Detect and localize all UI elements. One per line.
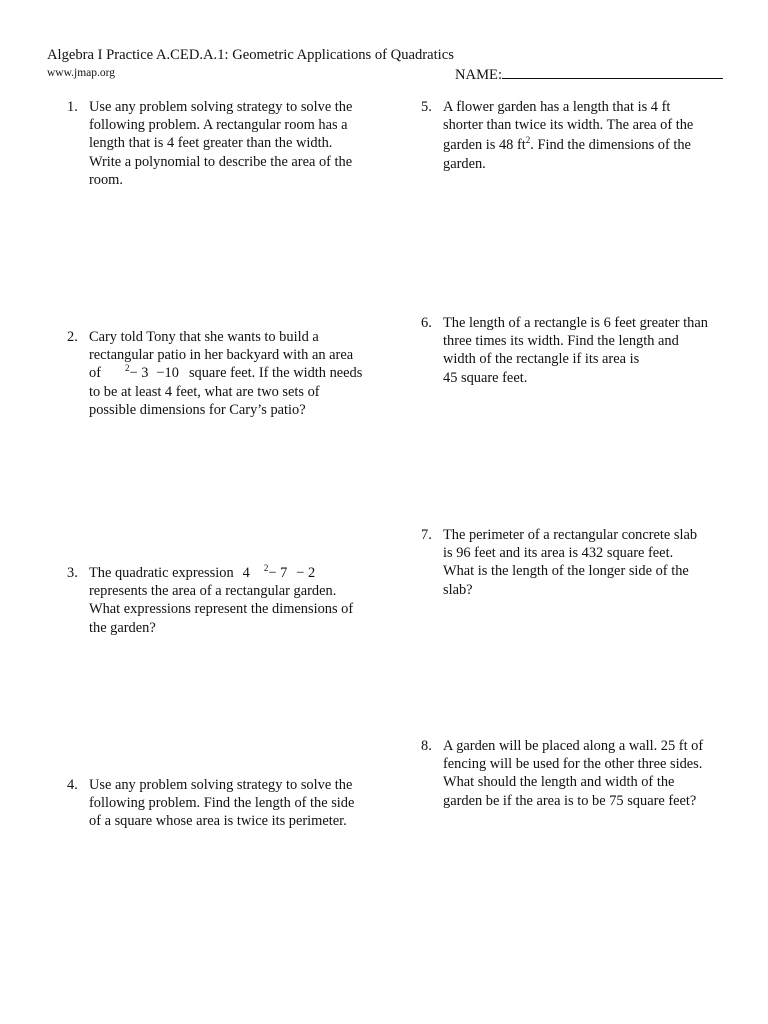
problem-line: following problem. Find the length of the side (89, 795, 355, 812)
problem-line: fencing will be used for the other three sides. (443, 756, 703, 773)
expression-term: − 3 (129, 365, 149, 382)
problem-number: 6. (421, 315, 432, 331)
problem-line: What should the length and width of the (443, 774, 675, 791)
problem-line: The perimeter of a rectangular concrete slab (443, 527, 698, 543)
problem-line: room. (89, 171, 123, 188)
problem-line: the garden? (89, 619, 156, 636)
problem-text (89, 328, 362, 419)
text-fragment: garden is (443, 137, 496, 154)
problem-line: three times its width. Find the length and (443, 333, 679, 350)
expression-term: − 7 (268, 565, 288, 581)
problem-text (443, 98, 693, 173)
exponent: 2 (263, 563, 269, 574)
problem-line: Use any problem solving strategy to solve the (89, 99, 353, 115)
problem-number: 8. (421, 738, 432, 754)
problem-line: A flower garden has a length that is 4 ft (443, 99, 671, 115)
problem-line: What is the length of the longer side of the (443, 563, 689, 580)
problem-line: represents the area of a rectangular garden. (89, 583, 337, 600)
problem-text (443, 314, 708, 387)
problem-number: 5. (421, 99, 432, 115)
problem-number: 3. (67, 565, 78, 581)
problem-text (443, 737, 703, 810)
problem-line: possible dimensions for Cary’s patio? (89, 401, 306, 418)
name-blank-line[interactable] (502, 64, 723, 79)
problem-text (89, 98, 352, 189)
expression-term: 4 (242, 565, 250, 581)
exponent: 2 (525, 135, 531, 146)
problem-line: to be at least 4 feet, what are two sets of (89, 383, 320, 400)
problem-text (89, 564, 353, 637)
problem-line: A garden will be placed along a wall. 25 ft of (443, 738, 704, 754)
problem-line: garden. (443, 155, 486, 172)
problem-number: 4. (67, 777, 78, 793)
problem-line-with-expression (443, 136, 693, 154)
text-fragment: The quadratic expression (89, 565, 234, 581)
problem-line: 45 square feet. (443, 369, 528, 386)
website-url: www.jmap.org (47, 67, 116, 79)
worksheet-title: Algebra I Practice A.CED.A.1: Geometric Applications of Quadratics (47, 47, 454, 63)
problem-number: 7. (421, 527, 432, 543)
problem-line: rectangular patio in her backyard with an area (89, 347, 354, 364)
name-label: NAME: (455, 67, 503, 83)
problem-text (89, 776, 354, 831)
problem-line-with-expression (89, 564, 353, 582)
problem-line: width of the rectangle if its area is (443, 351, 640, 368)
problem-line-with-expression (89, 364, 362, 382)
expression-term: −10 (156, 365, 179, 382)
expression-term: − 2 (296, 565, 316, 581)
problem-line: Cary told Tony that she wants to build a (89, 329, 319, 345)
problem-line: is 96 feet and its area is 432 square feet. (443, 545, 674, 562)
problem-line: Use any problem solving strategy to solve the (89, 777, 353, 793)
text-fragment: square feet. If the width needs (188, 365, 363, 382)
text-fragment: of (89, 365, 101, 382)
problem-line: The length of a rectangle is 6 feet greater than (443, 315, 708, 331)
problem-line: What expressions represent the dimensions of (89, 601, 354, 618)
problem-line: shorter than twice its width. The area of the (443, 117, 694, 134)
problem-line: length that is 4 feet greater than the width. (89, 135, 333, 152)
problem-line: garden be if the area is to be 75 square feet? (443, 792, 697, 809)
problem-line: slab? (443, 581, 473, 598)
problem-line: of a square whose area is twice its perimeter. (89, 813, 347, 830)
problem-line: following problem. A rectangular room has a (89, 117, 348, 134)
expression-term: 48 ft (498, 137, 526, 154)
name-field[interactable] (455, 64, 723, 84)
text-fragment: . Find the dimensions of the (530, 137, 691, 154)
problem-text (443, 526, 697, 599)
problem-line: Write a polynomial to describe the area of the (89, 153, 353, 170)
problem-number: 1. (67, 99, 78, 115)
problem-number: 2. (67, 329, 78, 345)
exponent: 2 (125, 363, 130, 374)
